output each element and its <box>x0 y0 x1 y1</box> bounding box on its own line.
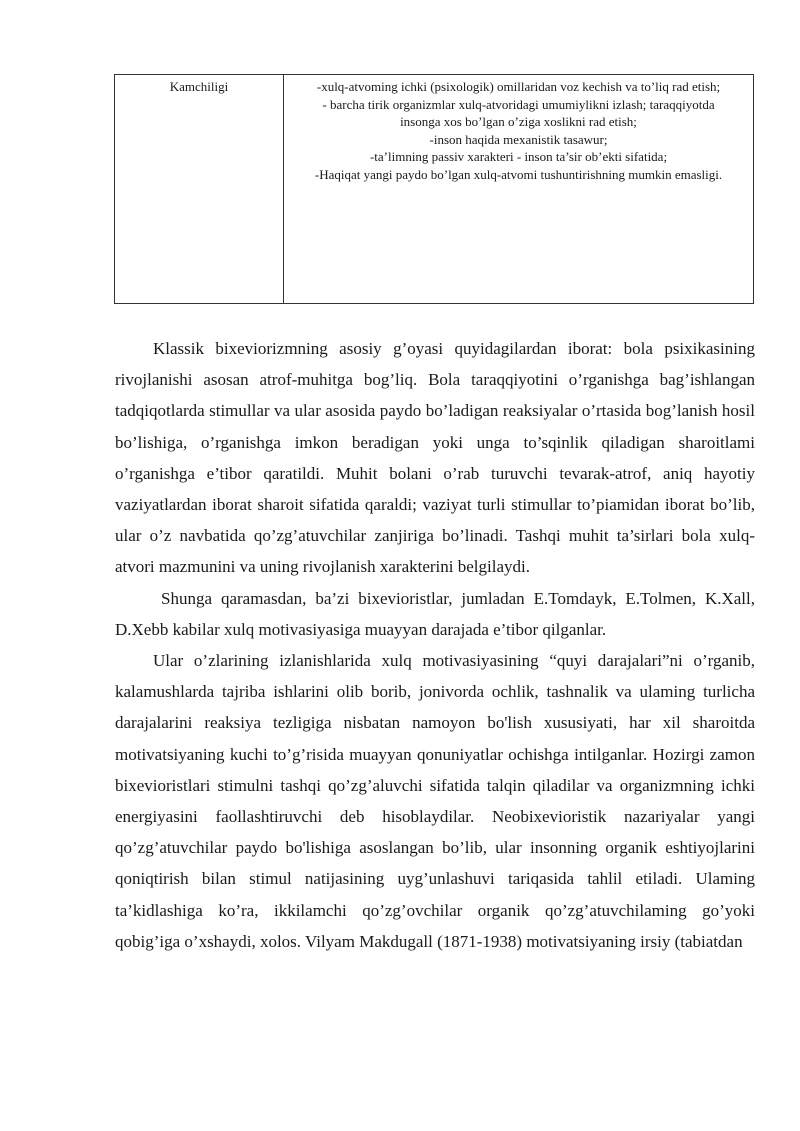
body-text <box>115 333 755 957</box>
paragraph: Ular o’zlarining izlanishlarida xulq motivasiyasining “quyi darajalari”ni o’rganib, kalamushlarda tajriba ishlarini olib borib, jonivorda ochlik, tashnalik va ulaming turlicha darajalarini reaksiya tezligiga nisbatan namoyon bo'lish xususiyati, har xil sharoitda motivatsiyaning kuchi to’g’risida muayyan qonuniyatlar ochishga intilganlar. Hozirgi zamon bixevioristlari stimulni tashqi qo’zg’aluvchi sifatida talqin qiladilar va organizmning ichki energiyasini faollashtiruvchi deb hisoblaydilar. Neobixevioristik nazariyalar yangi qo’zg’atuvchilar paydo bo'lishiga asoslangan bo’lib, ular insonning organik eshtiyojlarini qoniqtirish bilan stimul natijasining uyg’unlashuvi tariqasida tahlil etiladi. Ulaming ta’kidlashiga ko’ra, ikkilamchi qo’zg’ovchilar organik qo’zg’atuvchilaming go’yoki qobig’iga o’xshaydi, xolos. Vilyam Makdugall (1871-1938) motivatsiyaning irsiy (tabiatdan <box>115 651 755 951</box>
table-line: insonga xos bo’lgan o’ziga xoslikni rad etish; <box>400 114 637 129</box>
table-label-cell <box>115 75 284 304</box>
paragraph: Klassik bixeviorizmning asosiy g’oyasi quyidagilardan iborat: bola psixikasining rivojlanishi asosan atrof-muhitga bog’liq. Bola taraqqiyotini o’rganishga bag’ishlangan tadqiqotlarda stimullar va ular asosida paydo bo’ladigan reaksiyalar o’rtasida bog’lanish hosil bo’lishiga, o’rganishga imkon beradigan yoki unga to’sqinlik qiladigan sharoitlami o’rganishga e’tibor qaratildi. Muhit bolani o’rab turuvchi tevarak-atrof, aniq hayotiy vaziyatlardan iborat sharoit sifatida qaraldi; vaziyat turli stimullar to’piamidan iborat bo’lib, ular o’z navbatida qo’zg’atuvchilar zanjiriga bo’linadi. Tashqi muhit ta’sirlari bola xulq-atvori mazmunini va uning rivojlanish xarakterini belgilaydi. <box>115 339 755 577</box>
table-label: Kamchiligi <box>169 79 229 94</box>
table-line: -ta’limning passiv xarakteri - inson ta’sir ob’ekti sifatida; <box>369 149 668 164</box>
paragraph: Shunga qaramasdan, ba’zi bixevioristlar, jumladan E.Tomdayk, E.Tolmen, K.Xall, D.Xebb kabilar xulq motivasiyasiga muayyan darajada e’tibor qilganlar. <box>115 588 755 639</box>
comparison-table <box>114 74 754 304</box>
table-content-cell <box>284 75 754 304</box>
table-line: - barcha tirik organizmlar xulq-atvoridagi umumiylikni izlash; taraqqiyotda <box>322 96 715 112</box>
table-line: -Haqiqat yangi paydo bo’lgan xulq-atvomi tushuntirishning mumkin emasligi. <box>314 166 723 182</box>
table-line: -inson haqida mexanistik tasawur; <box>429 131 608 147</box>
table-line: -xulq-atvoming ichki (psixologik) omillaridan voz kechish va to’liq rad etish; <box>316 79 721 94</box>
table-row <box>115 75 754 304</box>
